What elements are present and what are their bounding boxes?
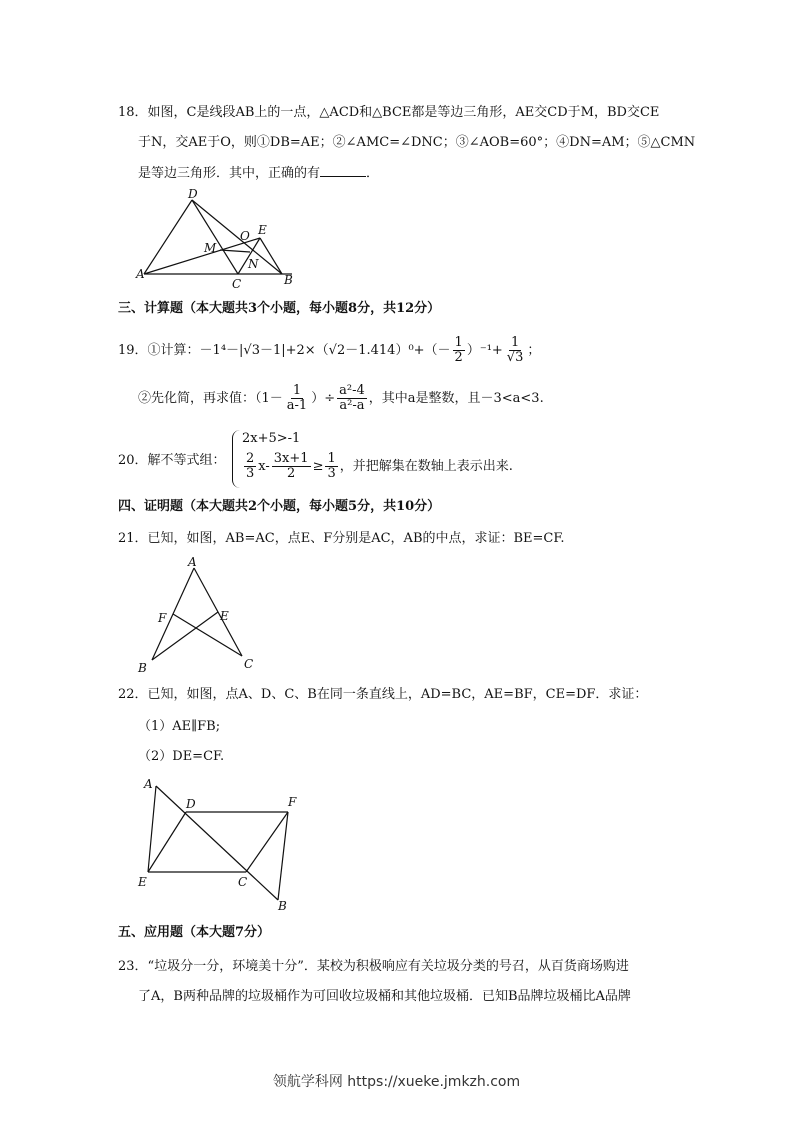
q20-prefix: 20．解不等式组： [118, 453, 226, 468]
q20-frac-a-num: 2 [246, 451, 255, 466]
q22-label-a: A [144, 777, 153, 791]
section-4-heading: 四、证明题（本大题共2个小题，每小题5分，共10分） [118, 499, 441, 514]
q20-suffix: ，并把解集在数轴上表示出来. [339, 459, 513, 474]
q22-figure [134, 774, 304, 914]
q22-text: 22．已知，如图，点A、D、C、B在同一条直线上，AD=BC，AE=BF，CE=DF．求证： [118, 687, 648, 702]
q21-label-c: C [244, 657, 254, 671]
q20-frac-b [272, 452, 311, 481]
q18-line3-text: 是等边三角形．其中，正确的有 [138, 166, 321, 181]
q21-label-e: E [220, 609, 229, 623]
q19-p2-frac1-den: a-1 [286, 398, 308, 413]
q22-sub1: （1）AE∥FB; [138, 719, 221, 734]
q19-prefix: 19．①计算： [118, 343, 200, 358]
q22-label-b: B [278, 899, 287, 913]
q22-sub2: （2）DE=CF. [138, 749, 225, 764]
q20-x: x- [258, 459, 270, 474]
q21-label-a: A [188, 555, 197, 569]
q19-end: ； [527, 343, 541, 358]
section-5-heading: 五、应用题（本大题7分） [118, 925, 271, 940]
q21-label-f: F [158, 611, 167, 625]
q19-part2 [138, 384, 544, 413]
q20-frac-a-den: 3 [246, 466, 255, 481]
q21-text: 21．已知，如图，AB=AC，点E、F分别是AC，AB的中点，求证：BE=CF. [118, 531, 565, 546]
q18-line3-end: ． [366, 166, 380, 181]
q19-expr: －1⁴－|√3－1|+2×（√2－1.414）⁰+（－ [199, 343, 451, 358]
q23-line1: 23．“垃圾分一分，环境美十分”．某校为积极响应有关垃圾分类的号召，从百货商场购进 [118, 959, 629, 974]
q19-p2-frac2 [337, 384, 367, 413]
q20-frac-c-den: 3 [327, 466, 336, 481]
page-footer: 领航学科网 https://xueke.jmkzh.com [272, 1074, 521, 1090]
q19-frac1-den: 2 [454, 350, 463, 365]
q19-p2-frac2-den: a²-a [339, 398, 365, 413]
q19-frac1-num: 1 [454, 335, 463, 350]
q18-line3 [138, 164, 379, 183]
q20-ineq1: 2x+5>-1 [242, 431, 301, 446]
q18-label-n: N [248, 257, 259, 271]
q18-label-c: C [232, 277, 242, 288]
answer-blank [320, 164, 366, 177]
section-3-heading: 三、计算题（本大题共3个小题，每小题8分，共12分） [118, 301, 441, 316]
q20-frac-b-den: 2 [287, 466, 296, 481]
q22-label-d: D [186, 797, 196, 811]
q19-mid: ）⁻¹+ [466, 343, 503, 358]
q20-frac-b-num: 3x+1 [273, 451, 309, 466]
q19-frac2 [505, 336, 526, 365]
q20-ineq2 [242, 452, 513, 481]
q21-label-b: B [138, 661, 147, 674]
q18-line2: 于N，交AE于O，则①DB=AE；②∠AMC=∠DNC；③∠AOB=60°；④DN=AM；⑤△CMN [138, 135, 696, 150]
q19-p2-mid: ）÷ [311, 391, 336, 406]
q19-p2-end: ，其中a是整数，且－3<a<3. [368, 391, 544, 406]
q19-p2-frac1 [285, 384, 309, 413]
q20-brace [232, 430, 241, 488]
q18-label-b: B [284, 273, 293, 287]
q18-figure [134, 188, 304, 288]
q18-label-o: O [240, 229, 250, 243]
q18-label-a: A [136, 267, 145, 281]
q19-p2-frac2-num: a²-4 [339, 383, 365, 398]
q22-label-f: F [288, 795, 297, 809]
q19-p2-frac1-num: 1 [292, 383, 302, 398]
q18-line1: 18．如图，C是线段AB上的一点，△ACD和△BCE都是等边三角形，AE交CD于M，BD交CE [118, 105, 660, 120]
q20-rel: ≥ [312, 459, 324, 474]
q19-frac2-den: √3 [506, 350, 524, 365]
q18-label-m: M [204, 241, 217, 255]
q18-label-e: E [258, 223, 267, 237]
q20-frac-a [244, 452, 256, 481]
q19-frac2-num: 1 [510, 335, 520, 350]
q19-p2-prefix: ②先化简，再求值：（1－ [138, 391, 283, 406]
q18-label-d: D [188, 188, 198, 201]
q22-label-e: E [138, 875, 147, 889]
q22-label-c: C [238, 875, 248, 889]
q19-frac1 [453, 336, 465, 365]
q19-part1 [118, 336, 540, 365]
q23-line2: 了A，B两种品牌的垃圾桶作为可回收垃圾桶和其他垃圾桶．已知B品牌垃圾桶比A品牌 [138, 989, 631, 1004]
q20-frac-c [325, 452, 337, 481]
q20-frac-c-num: 1 [327, 451, 336, 466]
q21-figure [134, 554, 264, 674]
